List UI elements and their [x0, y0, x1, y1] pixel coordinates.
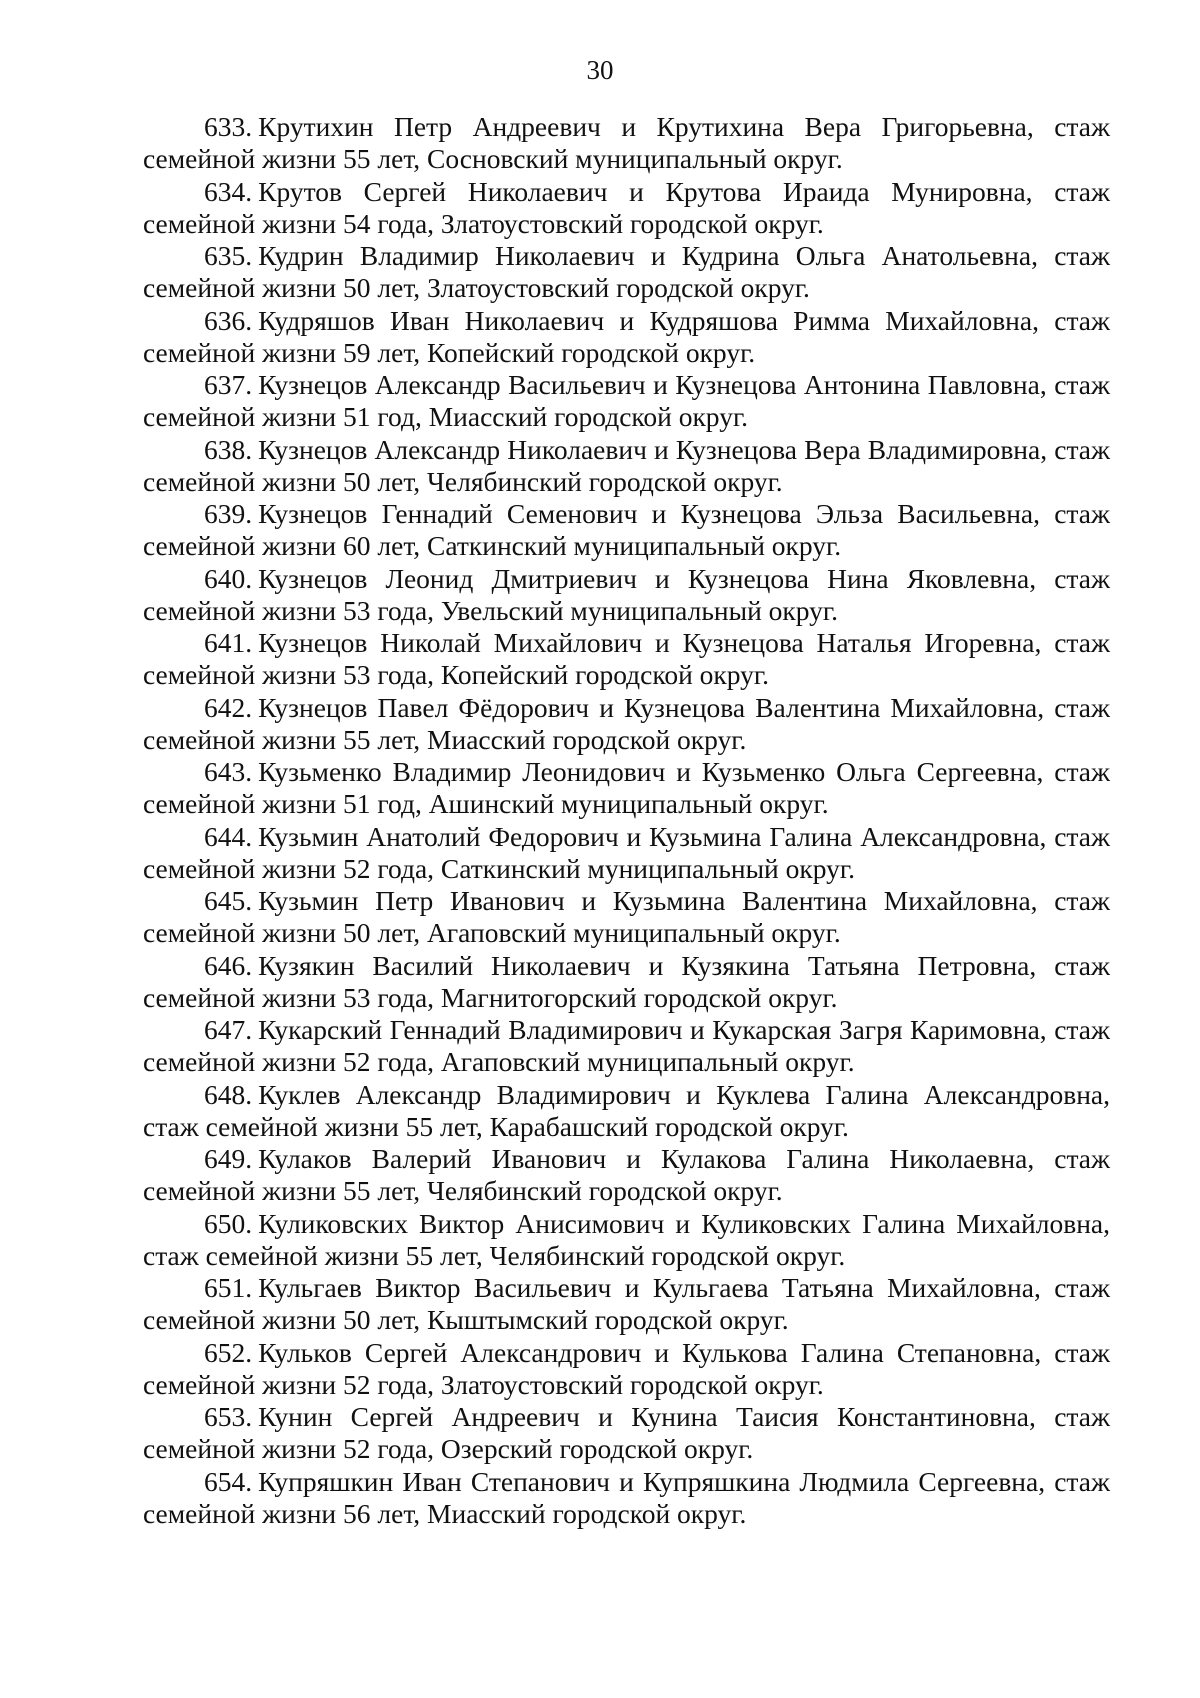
- entry-text: Кузнецов Геннадий Семенович и Кузнецова Эльза Васильевна, стаж семейной жизни 60 лет, Саткинский муниципальный округ.: [143, 498, 1110, 561]
- list-item: [143, 1143, 1110, 1207]
- entry-text: Кулаков Валерий Иванович и Кулакова Галина Николаевна, стаж семейной жизни 55 лет, Челябинский городской округ.: [143, 1143, 1110, 1206]
- list-item: [143, 1208, 1110, 1272]
- entry-number: 649.: [204, 1143, 253, 1174]
- entry-number: 651.: [204, 1272, 253, 1303]
- entry-number: 644.: [204, 820, 253, 852]
- list-item: [143, 1466, 1110, 1530]
- entry-text: Кузнецов Александр Николаевич и Кузнецова Вера Владимировна, стаж семейной жизни 50 лет, Челябинский городской округ.: [143, 433, 1110, 497]
- list-item: [143, 885, 1110, 949]
- entry-text: Кузнецов Павел Фёдорович и Кузнецова Валентина Михайловна, стаж семейной жизни 55 лет, Миасский городской округ.: [143, 691, 1110, 755]
- page-number: 30: [586, 55, 614, 85]
- entry-text: Кульков Сергей Александрович и Кулькова Галина Степановна, стаж семейной жизни 52 года, Златоустовский городской округ.: [143, 1336, 1110, 1400]
- entry-text: Кудряшов Иван Николаевич и Кудряшова Римма Михайловна, стаж семейной жизни 59 лет, Копейский городской округ.: [143, 304, 1110, 368]
- entry-number: 650.: [204, 1207, 253, 1239]
- entry-text: Кузьмин Петр Иванович и Кузьмина Валентина Михайловна, стаж семейной жизни 50 лет, Агаповский муниципальный округ.: [143, 885, 1110, 948]
- entry-text: Кузякин Василий Николаевич и Кузякина Татьяна Петровна, стаж семейной жизни 53 года, Магнитогорский городской округ.: [143, 949, 1110, 1013]
- list-item: [143, 1014, 1110, 1078]
- entry-text: Куликовских Виктор Анисимович и Куликовских Галина Михайловна, стаж семейной жизни 55 лет, Челябинский городской округ.: [143, 1207, 1110, 1271]
- list-item: [143, 369, 1110, 433]
- entry-number: 635.: [204, 240, 253, 271]
- entry-text: Кульгаев Виктор Васильевич и Кульгаева Татьяна Михайловна, стаж семейной жизни 50 лет, Кыштымский городской округ.: [143, 1272, 1110, 1335]
- entry-number: 653.: [204, 1401, 253, 1432]
- entry-text: Кузьменко Владимир Леонидович и Кузьменко Ольга Сергеевна, стаж семейной жизни 51 год, Ашинский муниципальный округ.: [143, 756, 1110, 819]
- entry-text: Кунин Сергей Андреевич и Кунина Таисия Константиновна, стаж семейной жизни 52 года, Озерский городской округ.: [143, 1401, 1110, 1464]
- entry-number: 634.: [204, 175, 253, 207]
- list-item: [143, 111, 1110, 175]
- list-item: [143, 434, 1110, 498]
- entry-text: Кузнецов Николай Михайлович и Кузнецова Наталья Игоревна, стаж семейной жизни 53 года, Копейский городской округ.: [143, 627, 1110, 690]
- entry-number: 636.: [204, 304, 253, 336]
- list-item: [143, 1337, 1110, 1401]
- list-item: [143, 240, 1110, 304]
- entry-number: 648.: [204, 1078, 253, 1110]
- entry-text: Крутов Сергей Николаевич и Крутова Ираида Мунировна, стаж семейной жизни 54 года, Златоустовский городской округ.: [143, 175, 1110, 239]
- entry-text: Крутихин Петр Андреевич и Крутихина Вера Григорьевна, стаж семейной жизни 55 лет, Сосновский муниципальный округ.: [143, 111, 1110, 174]
- entry-number: 633.: [204, 111, 253, 142]
- entry-text: Кузнецов Леонид Дмитриевич и Кузнецова Нина Яковлевна, стаж семейной жизни 53 года, Увельский муниципальный округ.: [143, 562, 1110, 626]
- list-item: [143, 176, 1110, 240]
- entry-number: 654.: [204, 1465, 253, 1497]
- entry-number: 641.: [204, 627, 253, 658]
- entry-text: Купряшкин Иван Степанович и Купряшкина Людмила Сергеевна, стаж семейной жизни 56 лет, Миасский городской округ.: [143, 1465, 1110, 1529]
- entry-number: 652.: [204, 1336, 253, 1368]
- list-item: [143, 498, 1110, 562]
- list-item: [143, 821, 1110, 885]
- list-item: [143, 756, 1110, 820]
- list-item: [143, 950, 1110, 1014]
- entry-number: 642.: [204, 691, 253, 723]
- entry-text: Кудрин Владимир Николаевич и Кудрина Ольга Анатольевна, стаж семейной жизни 50 лет, Златоустовский городской округ.: [143, 240, 1110, 303]
- entry-number: 637.: [204, 369, 253, 400]
- entries-list: [143, 111, 1110, 1530]
- list-item: [143, 627, 1110, 691]
- entry-text: Кузнецов Александр Васильевич и Кузнецова Антонина Павловна, стаж семейной жизни 51 год, Миасский городской округ.: [143, 369, 1110, 432]
- list-item: [143, 1401, 1110, 1465]
- list-item: [143, 1272, 1110, 1336]
- entry-number: 640.: [204, 562, 253, 594]
- entry-text: Куклев Александр Владимирович и Куклева Галина Александровна, стаж семейной жизни 55 лет, Карабашский городской округ.: [143, 1078, 1110, 1142]
- entry-number: 647.: [204, 1014, 253, 1045]
- list-item: [143, 1079, 1110, 1143]
- entry-number: 643.: [204, 756, 253, 787]
- entry-text: Кузьмин Анатолий Федорович и Кузьмина Галина Александровна, стаж семейной жизни 52 года, Саткинский муниципальный округ.: [143, 820, 1110, 884]
- list-item: [143, 563, 1110, 627]
- list-item: [143, 305, 1110, 369]
- entry-text: Кукарский Геннадий Владимирович и Кукарская Загря Каримовна, стаж семейной жизни 52 года, Агаповский муниципальный округ.: [143, 1014, 1110, 1077]
- entry-number: 638.: [204, 433, 253, 465]
- entry-number: 646.: [204, 949, 253, 981]
- entry-number: 639.: [204, 498, 253, 529]
- entry-number: 645.: [204, 885, 253, 916]
- list-item: [143, 692, 1110, 756]
